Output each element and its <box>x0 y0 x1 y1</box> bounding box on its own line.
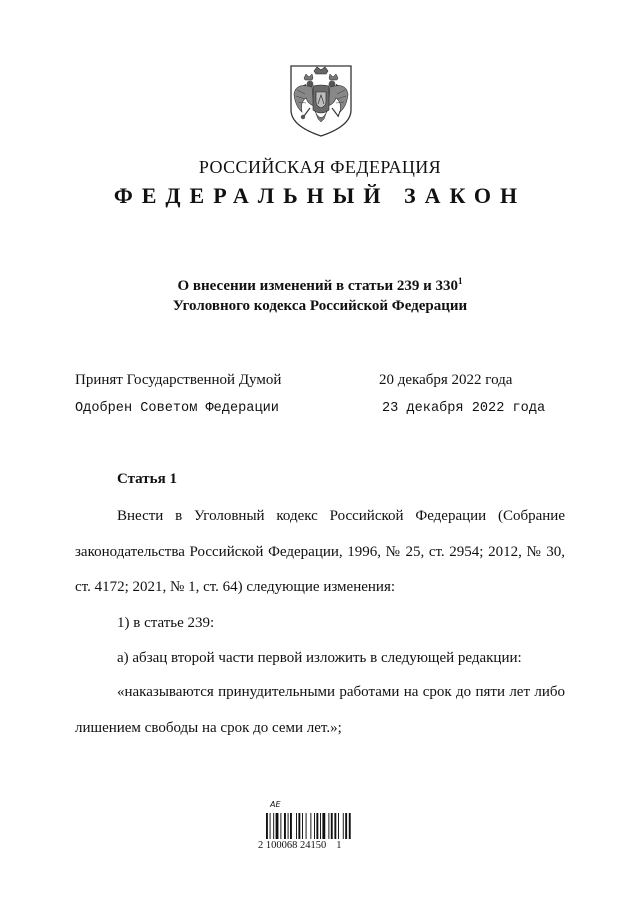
barcode-bars <box>266 813 378 839</box>
law-title <box>0 276 640 316</box>
council-approval-label: Одобрен Советом Федерации <box>75 401 279 416</box>
duma-adoption-date: 20 декабря 2022 года <box>379 372 513 388</box>
document-type: ФЕДЕРАЛЬНЫЙ ЗАКОН <box>113 183 527 208</box>
article-heading: Статья 1 <box>117 471 177 487</box>
country-name: РОССИЙСКАЯ ФЕДЕРАЦИЯ <box>198 157 442 177</box>
article-quote: «наказываются принудительными работами на срок до пяти лет либо лишением свободы на срок до семи лет.»; <box>75 684 565 736</box>
law-title-line-1 <box>0 276 640 296</box>
law-title-superscript: 1 <box>458 276 463 286</box>
article-item-1a: а) абзац второй части первой изложить в следующей редакции: <box>117 650 522 666</box>
barcode-number-line <box>258 840 383 851</box>
article-paragraph-1: Внести в Уголовный кодекс Российской Федерации (Собрание законодательства Российской Федерации, 1996, № 25, ст. 2954; 2012, № 30, ст. 4172; 2021, № 1, ст. 64) следующие изменения: <box>75 508 565 595</box>
law-title-line-1-text: О внесении изменений в статьи 239 и 330 <box>177 278 458 294</box>
document-barcode <box>258 800 383 855</box>
law-title-line-2: Уголовного кодекса Российской Федерации <box>172 298 468 314</box>
article-item-1: 1) в статье 239: <box>117 615 215 631</box>
barcode-number: 2 100068 24150 <box>258 840 327 851</box>
barcode-mark: АЕ <box>270 800 281 809</box>
council-approval-date: 23 декабря 2022 года <box>382 401 546 416</box>
duma-adoption-label: Принят Государственной Думой <box>75 372 282 388</box>
barcode-suffix: 1 <box>336 840 342 851</box>
coat-of-arms-emblem-icon <box>288 64 354 138</box>
